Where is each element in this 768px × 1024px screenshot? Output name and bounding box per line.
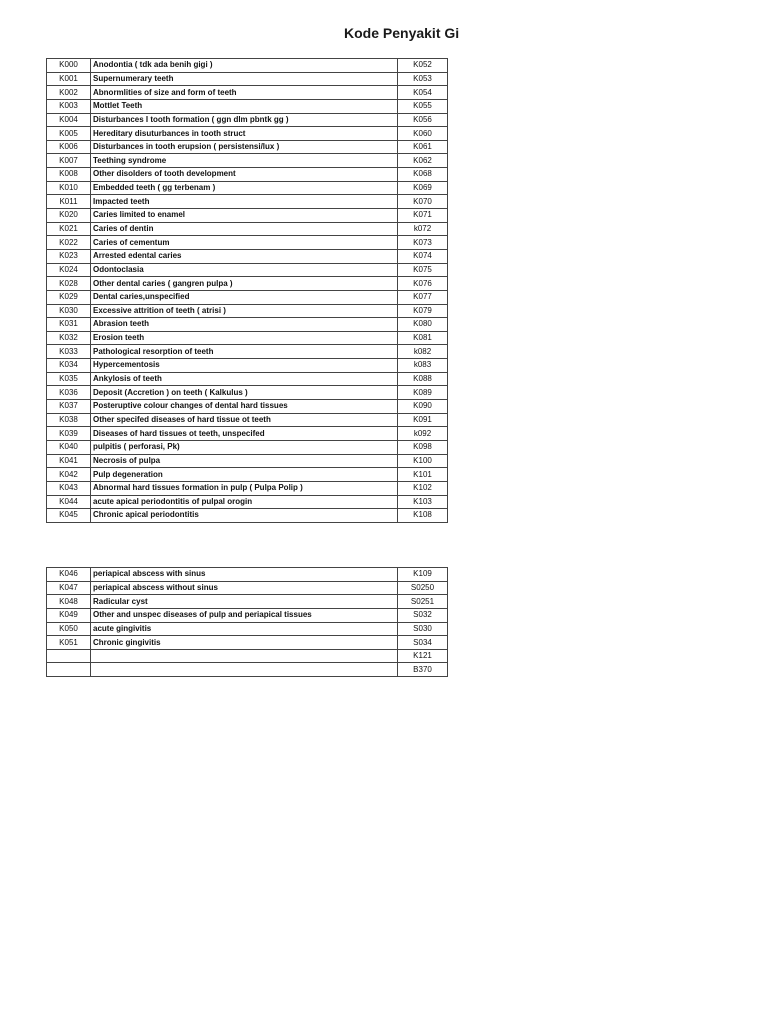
table-row (47, 99, 448, 113)
code2-cell: K062 (398, 154, 448, 168)
description-cell (91, 649, 398, 663)
code-cell: K008 (47, 168, 91, 182)
code-cell: K024 (47, 263, 91, 277)
table-row (47, 581, 448, 595)
code2-cell: K070 (398, 195, 448, 209)
description-cell: Arrested edental caries (91, 249, 398, 263)
code2-cell: S030 (398, 622, 448, 636)
description-cell: Caries of cementum (91, 236, 398, 250)
table-row (47, 140, 448, 154)
code2-cell: K088 (398, 372, 448, 386)
code-cell: K028 (47, 277, 91, 291)
table-row (47, 195, 448, 209)
table-row (47, 636, 448, 650)
description-cell: Impacted teeth (91, 195, 398, 209)
table-row (47, 568, 448, 582)
description-cell: Other disolders of tooth development (91, 168, 398, 182)
code-cell: K000 (47, 59, 91, 73)
code2-cell: K081 (398, 331, 448, 345)
description-cell: Posteruptive colour changes of dental hard tissues (91, 400, 398, 414)
code-cell: K044 (47, 495, 91, 509)
code-cell: K047 (47, 581, 91, 595)
description-cell: Other dental caries ( gangren pulpa ) (91, 277, 398, 291)
code2-cell: K056 (398, 113, 448, 127)
description-cell: Deposit (Accretion ) on teeth ( Kalkulus ) (91, 386, 398, 400)
description-cell: Pulp degeneration (91, 468, 398, 482)
table-row (47, 509, 448, 523)
description-cell: Anodontia ( tdk ada benih gigi ) (91, 59, 398, 73)
table-row (47, 372, 448, 386)
table-row (47, 209, 448, 223)
description-cell: Pathological resorption of teeth (91, 345, 398, 359)
table-row (47, 649, 448, 663)
code2-cell: k072 (398, 222, 448, 236)
code2-cell: K090 (398, 400, 448, 414)
table-row (47, 345, 448, 359)
table-row (47, 400, 448, 414)
code-cell: K041 (47, 454, 91, 468)
code-cell: K011 (47, 195, 91, 209)
code-cell: K051 (47, 636, 91, 650)
table-row (47, 304, 448, 318)
table-row (47, 249, 448, 263)
code-cell: K030 (47, 304, 91, 318)
code2-cell: K109 (398, 568, 448, 582)
code2-cell: K089 (398, 386, 448, 400)
code2-cell: K100 (398, 454, 448, 468)
description-cell: pulpitis ( perforasi, Pk) (91, 440, 398, 454)
table-row (47, 359, 448, 373)
disease-code-table-2 (46, 567, 448, 677)
code2-cell: K053 (398, 72, 448, 86)
table-row (47, 663, 448, 677)
code-cell: K034 (47, 359, 91, 373)
code2-cell: K060 (398, 127, 448, 141)
table-row (47, 386, 448, 400)
code-cell: K005 (47, 127, 91, 141)
code2-cell: K061 (398, 140, 448, 154)
table-row (47, 113, 448, 127)
description-cell: Embedded teeth ( gg terbenam ) (91, 181, 398, 195)
description-cell: Hypercementosis (91, 359, 398, 373)
description-cell: Abnormal hard tissues formation in pulp ( Pulpa Polip ) (91, 481, 398, 495)
table-row (47, 59, 448, 73)
description-cell: Erosion teeth (91, 331, 398, 345)
table-row (47, 168, 448, 182)
description-cell: Chronic apical periodontitis (91, 509, 398, 523)
code-cell: K003 (47, 99, 91, 113)
code2-cell: S034 (398, 636, 448, 650)
table-row (47, 222, 448, 236)
code2-cell: K073 (398, 236, 448, 250)
description-cell: Disturbances I tooth formation ( ggn dlm pbntk gg ) (91, 113, 398, 127)
table-row (47, 331, 448, 345)
code2-cell: K103 (398, 495, 448, 509)
code-cell: K038 (47, 413, 91, 427)
code2-cell: K098 (398, 440, 448, 454)
code-cell: K023 (47, 249, 91, 263)
description-cell: periapical abscess with sinus (91, 568, 398, 582)
table-row (47, 427, 448, 441)
code2-cell: K102 (398, 481, 448, 495)
code-cell: K043 (47, 481, 91, 495)
code2-cell: k092 (398, 427, 448, 441)
description-cell: Necrosis of pulpa (91, 454, 398, 468)
description-cell: Other specifed diseases of hard tissue ot teeth (91, 413, 398, 427)
code-cell: K045 (47, 509, 91, 523)
page-title: Kode Penyakit Gi (344, 25, 460, 41)
description-cell: Teething syndrome (91, 154, 398, 168)
description-cell: Abrasion teeth (91, 318, 398, 332)
code-cell: K035 (47, 372, 91, 386)
table-row (47, 318, 448, 332)
table-row (47, 468, 448, 482)
code-cell: K010 (47, 181, 91, 195)
code2-cell: K052 (398, 59, 448, 73)
description-cell: Caries of dentin (91, 222, 398, 236)
code-cell: K050 (47, 622, 91, 636)
code2-cell: K091 (398, 413, 448, 427)
description-cell (91, 663, 398, 677)
code2-cell: K054 (398, 86, 448, 100)
code2-cell: S0251 (398, 595, 448, 609)
table-row (47, 181, 448, 195)
code2-cell: K101 (398, 468, 448, 482)
code2-cell: K080 (398, 318, 448, 332)
disease-code-table-1 (46, 58, 448, 523)
code-cell: K031 (47, 318, 91, 332)
code2-cell: K075 (398, 263, 448, 277)
code2-cell: K074 (398, 249, 448, 263)
code-cell: K022 (47, 236, 91, 250)
code-cell: K036 (47, 386, 91, 400)
description-cell: Mottlet Teeth (91, 99, 398, 113)
description-cell: Abnormlities of size and form of teeth (91, 86, 398, 100)
code2-cell: B370 (398, 663, 448, 677)
code2-cell: k082 (398, 345, 448, 359)
code2-cell: K076 (398, 277, 448, 291)
description-cell: Dental caries,unspecified (91, 290, 398, 304)
code-cell: K046 (47, 568, 91, 582)
code-cell: K006 (47, 140, 91, 154)
table-row (47, 154, 448, 168)
code2-cell: k083 (398, 359, 448, 373)
code-cell: K049 (47, 608, 91, 622)
table-row (47, 622, 448, 636)
table-row (47, 440, 448, 454)
code2-cell: S0250 (398, 581, 448, 595)
table-row (47, 495, 448, 509)
code2-cell: K069 (398, 181, 448, 195)
table-row (47, 277, 448, 291)
table-row (47, 127, 448, 141)
code-cell: K039 (47, 427, 91, 441)
code-cell: K004 (47, 113, 91, 127)
description-cell: Diseases of hard tissues ot teeth, unspecifed (91, 427, 398, 441)
table-row (47, 481, 448, 495)
description-cell: acute apical periodontitis of pulpal orogin (91, 495, 398, 509)
code2-cell: K077 (398, 290, 448, 304)
description-cell: Caries limited to enamel (91, 209, 398, 223)
code2-cell: K079 (398, 304, 448, 318)
code-cell: K002 (47, 86, 91, 100)
table-row (47, 236, 448, 250)
description-cell: Disturbances in tooth erupsion ( persistensi/lux ) (91, 140, 398, 154)
code-cell: K032 (47, 331, 91, 345)
code-cell: K007 (47, 154, 91, 168)
code2-cell: S032 (398, 608, 448, 622)
code-cell: K040 (47, 440, 91, 454)
code-cell: K029 (47, 290, 91, 304)
description-cell: Radicular cyst (91, 595, 398, 609)
description-cell: Odontoclasia (91, 263, 398, 277)
description-cell: Other and unspec diseases of pulp and periapical tissues (91, 608, 398, 622)
table-row (47, 454, 448, 468)
code-cell (47, 663, 91, 677)
code-cell: K037 (47, 400, 91, 414)
code-cell: K020 (47, 209, 91, 223)
description-cell: Excessive attrition of teeth ( atrisi ) (91, 304, 398, 318)
table-row (47, 263, 448, 277)
table-row (47, 290, 448, 304)
table-row (47, 608, 448, 622)
table-row (47, 86, 448, 100)
table-row (47, 72, 448, 86)
code-cell: K042 (47, 468, 91, 482)
code2-cell: K108 (398, 509, 448, 523)
code-cell: K033 (47, 345, 91, 359)
code-cell: K048 (47, 595, 91, 609)
code2-cell: K068 (398, 168, 448, 182)
code-cell (47, 649, 91, 663)
description-cell: periapical abscess without sinus (91, 581, 398, 595)
code2-cell: K071 (398, 209, 448, 223)
description-cell: acute gingivitis (91, 622, 398, 636)
table-row (47, 595, 448, 609)
code-cell: K021 (47, 222, 91, 236)
description-cell: Hereditary disuturbances in tooth struct (91, 127, 398, 141)
code2-cell: K121 (398, 649, 448, 663)
description-cell: Supernumerary teeth (91, 72, 398, 86)
table-row (47, 413, 448, 427)
code-cell: K001 (47, 72, 91, 86)
code2-cell: K055 (398, 99, 448, 113)
description-cell: Chronic gingivitis (91, 636, 398, 650)
description-cell: Ankylosis of teeth (91, 372, 398, 386)
